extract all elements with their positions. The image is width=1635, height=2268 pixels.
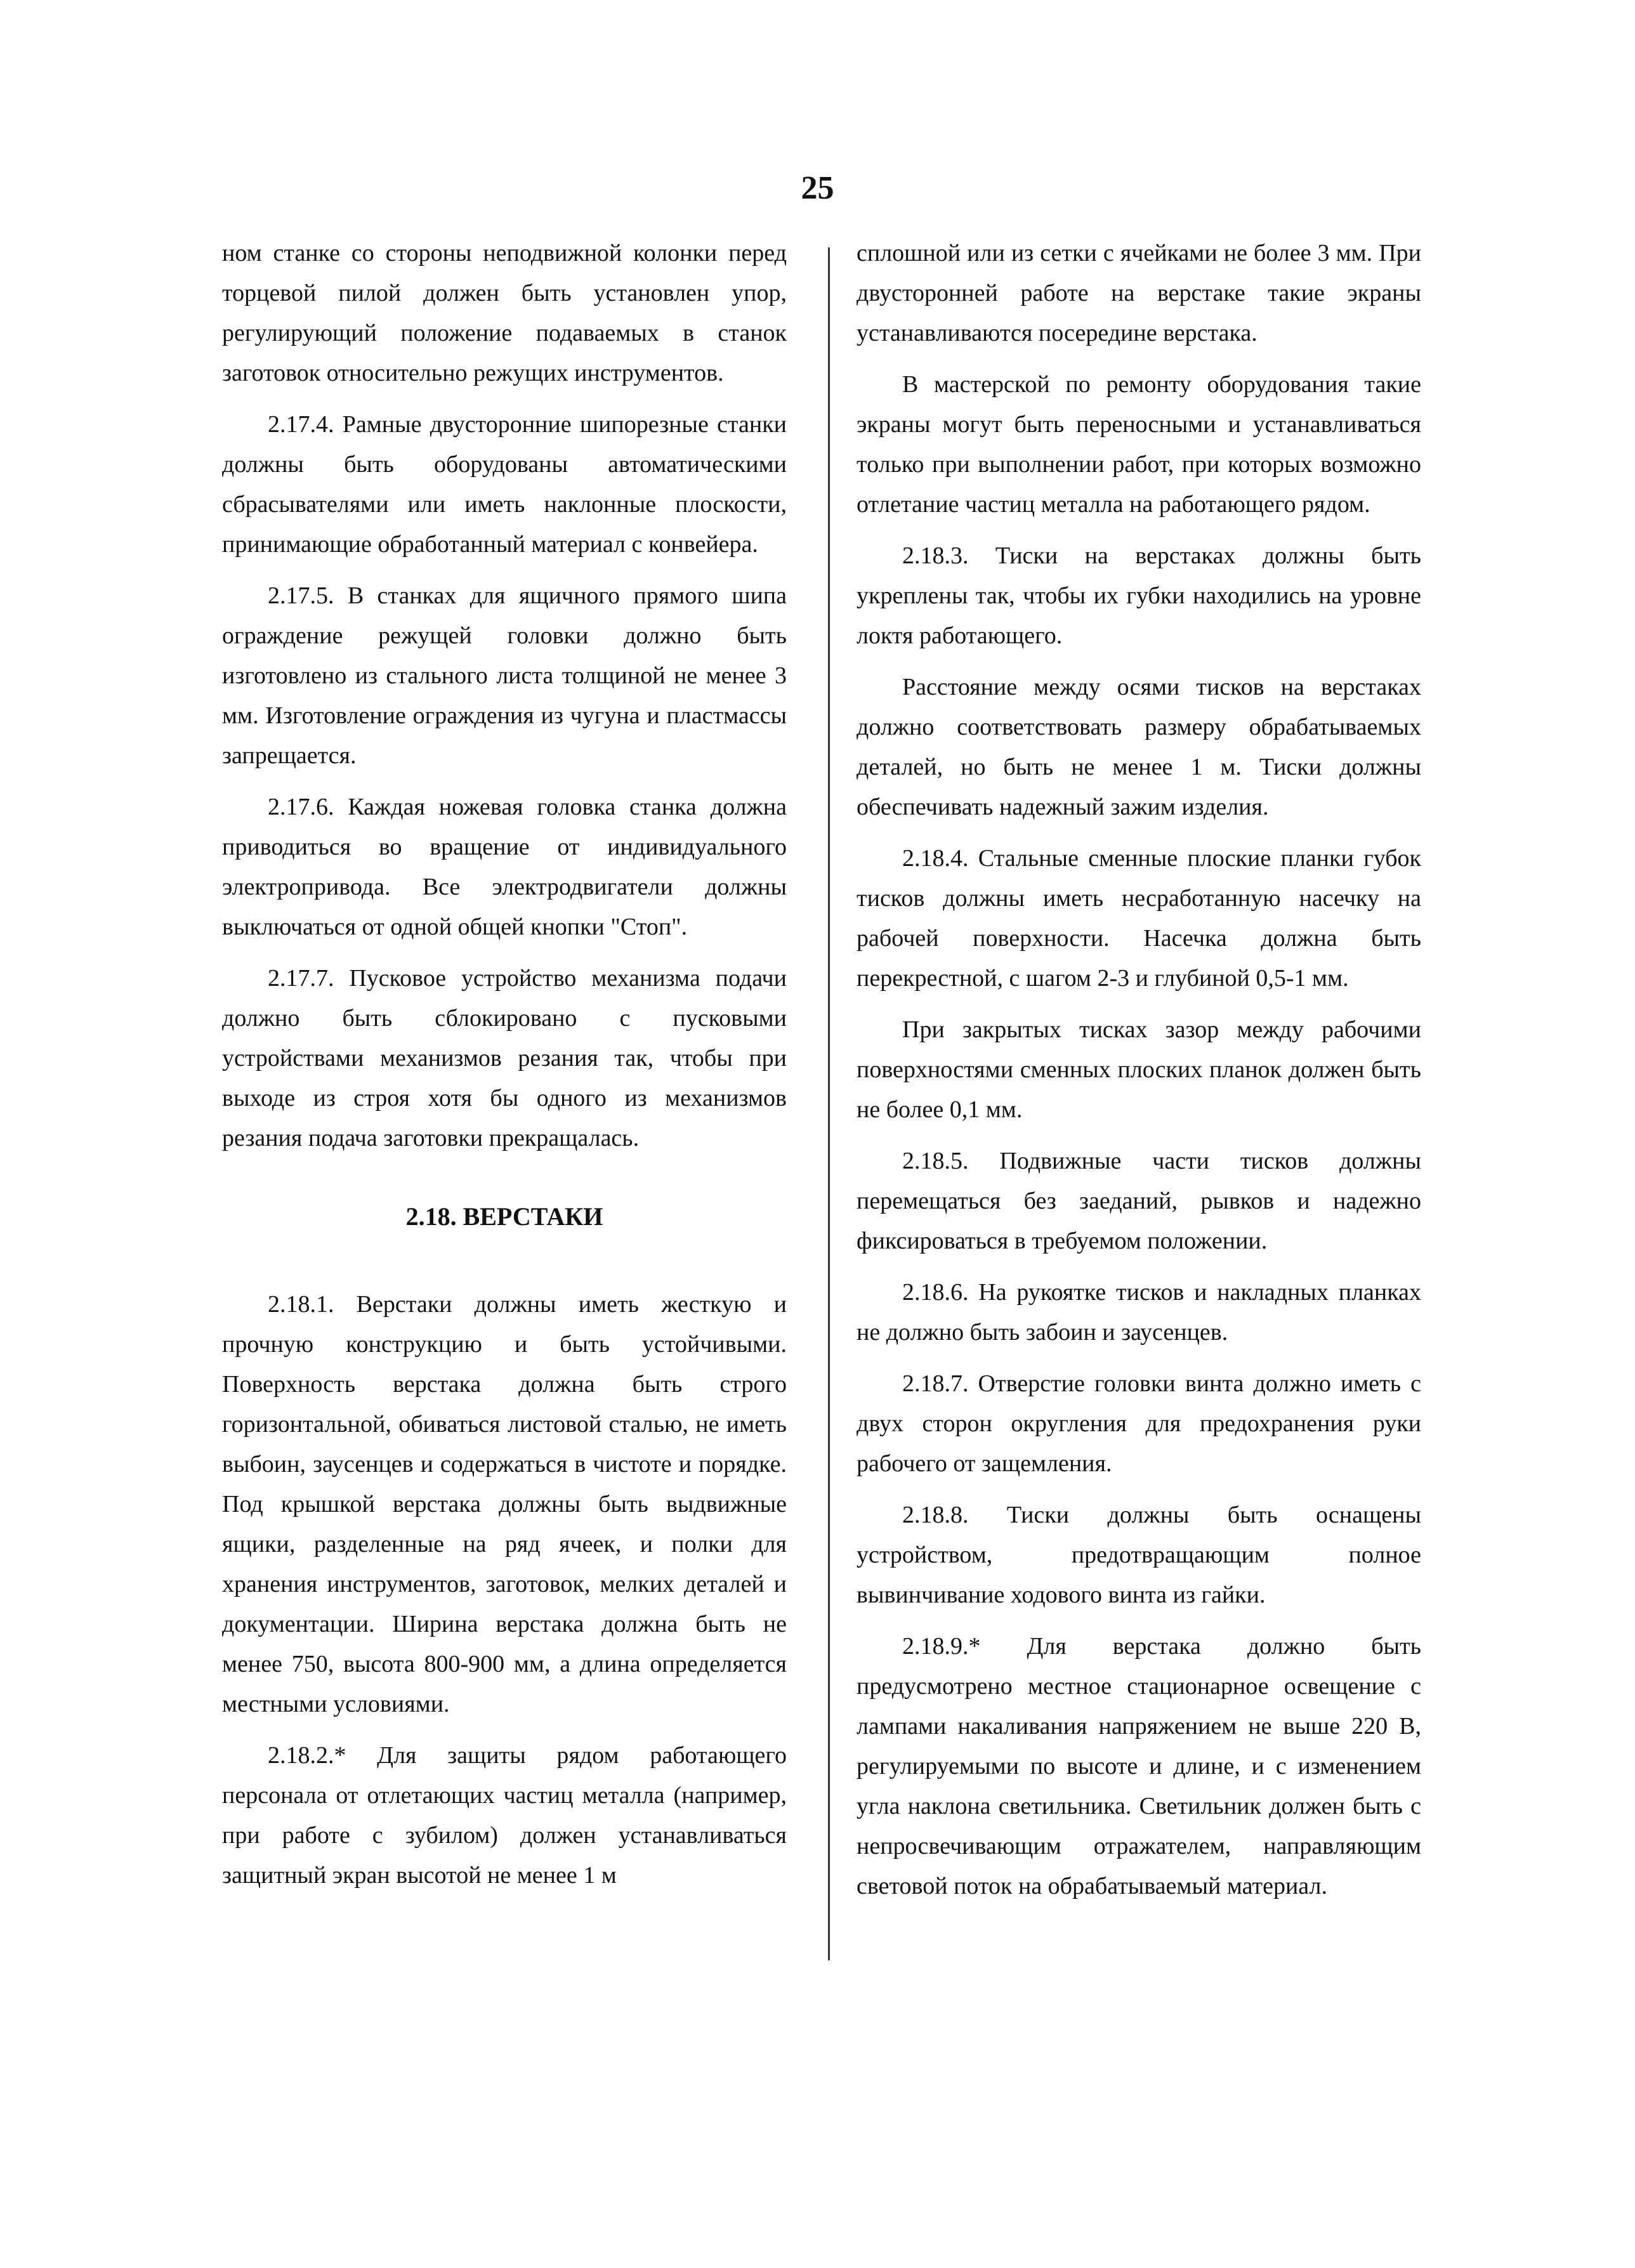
paragraph-2-17-7: 2.17.7. Пусковое устройство механизма подачи должно быть сблокировано с пусковыми устройствами механизмов резания так, чтобы при выходе из строя хотя бы одного из механизмов резания подача заготовки прекращалась. bbox=[222, 965, 787, 1151]
paragraph-2-18-9: 2.18.9.* Для верстака должно быть предусмотрено местное стационарное освещение с лампами накаливания напряжением не выше 220 В, регулируемыми по высоте и длине, и с изменением угла наклона светильника. Светильник должен быть с непросвечивающим отражателем, направляющим световой поток на обрабатываемый материал. bbox=[857, 1633, 1421, 1899]
paragraph-2-18-3: 2.18.3. Тиски на верстаках должны быть укреплены так, чтобы их губки находились на уровне локтя работающего. bbox=[857, 542, 1421, 649]
paragraph-workshop-screens: В мастерской по ремонту оборудования такие экраны могут быть переносными и устанавливаться только при выполнении работ, при которых возможно отлетание частиц металла на работающего рядом. bbox=[857, 371, 1421, 518]
paragraph-2-18-1: 2.18.1. Верстаки должны иметь жесткую и прочную конструкцию и быть устойчивыми. Поверхность верстака должна быть строго горизонтальной, обиваться листовой сталью, не иметь выбоин, заусенцев и содержаться в чистоте и порядке. Под крышкой верстака должны быть выдвижные ящики, разделенные на ряд ячеек, и полки для хранения инструментов, заготовок, мелких деталей и документации. Ширина верстака должна быть не менее 750, высота 800-900 мм, а длина определяется местными условиями. bbox=[222, 1291, 787, 1717]
paragraph-continued: сплошной или из сетки с ячейками не более 3 мм. При двусторонней работе на верстаке такие экраны устанавливаются посередине верстака. bbox=[857, 240, 1421, 346]
left-column bbox=[222, 233, 787, 1907]
paragraph-2-18-2: 2.18.2.* Для защиты рядом работающего персонала от отлетающих частиц металла (например, при работе с зубилом) должен устанавливаться защитный экран высотой не менее 1 м bbox=[222, 1742, 787, 1889]
column-divider bbox=[828, 247, 830, 1960]
right-column bbox=[857, 233, 1421, 1918]
paragraph-2-17-6: 2.17.6. Каждая ножевая головка станка должна приводиться во вращение от индивидуального электропривода. Все электродвигатели должны выключаться от одной общей кнопки "Стоп". bbox=[222, 794, 787, 940]
section-heading: 2.18. ВЕРСТАКИ bbox=[405, 1202, 603, 1231]
paragraph-2-18-6: 2.18.6. На рукоятке тисков и накладных планках не должно быть забоин и заусенцев. bbox=[857, 1279, 1421, 1346]
paragraph-continued: ном станке со стороны неподвижной колонки перед торцевой пилой должен быть установлен упор, регулирующий положение подаваемых в станок заготовок относительно режущих инструментов. bbox=[222, 240, 787, 386]
paragraph-2-17-4: 2.17.4. Рамные двусторонние шипорезные станки должны быть оборудованы автоматическими сбрасывателями или иметь наклонные плоскости, принимающие обработанный материал с конвейера. bbox=[222, 411, 787, 558]
paragraph-2-18-8: 2.18.8. Тиски должны быть оснащены устройством, предотвращающим полное вывинчивание ходового винта из гайки. bbox=[857, 1502, 1421, 1608]
paragraph-2-17-5: 2.17.5. В станках для ящичного прямого шипа ограждение режущей головки должно быть изготовлено из стального листа толщиной не менее 3 мм. Изготовление ограждения из чугуна и пластмассы запрещается. bbox=[222, 582, 787, 769]
page-number: 25 bbox=[801, 170, 834, 206]
paragraph-2-18-5: 2.18.5. Подвижные части тисков должны перемещаться без заеданий, рывков и надежно фиксироваться в требуемом положении. bbox=[857, 1148, 1421, 1254]
paragraph-vise-gap: При закрытых тисках зазор между рабочими поверхностями сменных плоских планок должен быть не более 0,1 мм. bbox=[857, 1016, 1421, 1123]
paragraph-2-18-7: 2.18.7. Отверстие головки винта должно иметь с двух сторон округления для предохранения руки рабочего от защемления. bbox=[857, 1370, 1421, 1477]
paragraph-vise-spacing: Расстояние между осями тисков на верстаках должно соответствовать размеру обрабатываемых деталей, но быть не менее 1 м. Тиски должны обеспечивать надежный зажим изделия. bbox=[857, 674, 1421, 820]
paragraph-2-18-4: 2.18.4. Стальные сменные плоские планки губок тисков должны иметь несработанную насечку на рабочей поверхности. Насечка должна быть перекрестной, с шагом 2-3 и глубиной 0,5-1 мм. bbox=[857, 845, 1421, 992]
